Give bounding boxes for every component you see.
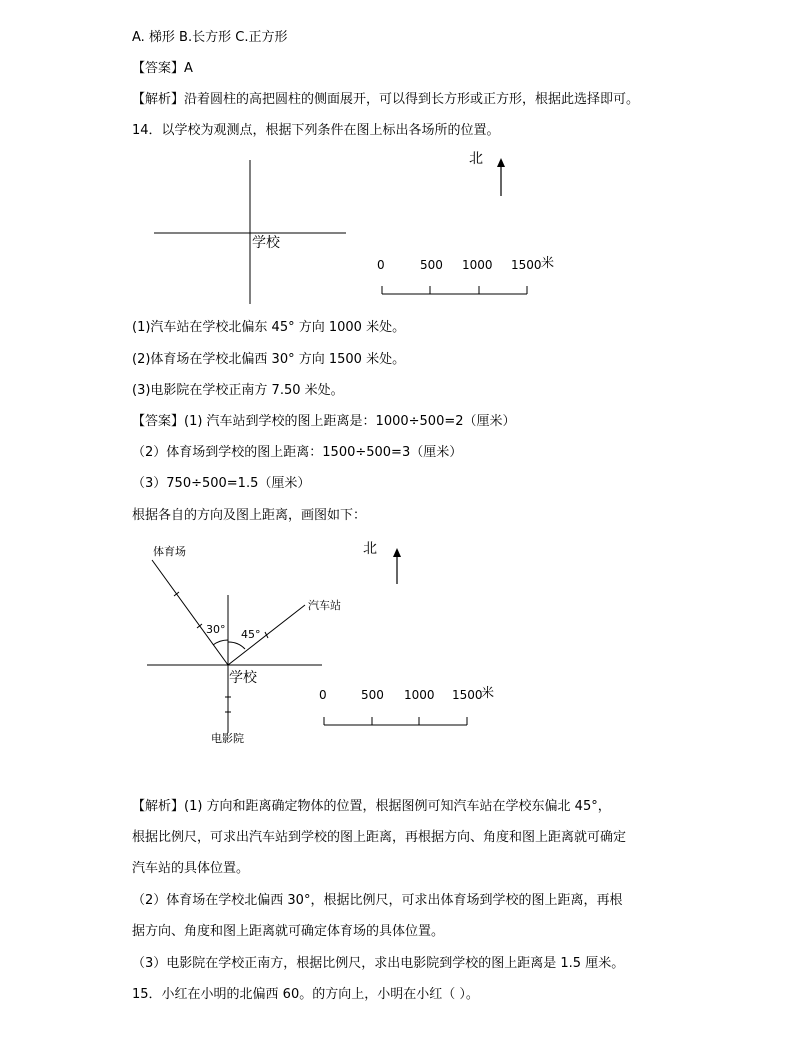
fig1-scale-1500: 1500 — [511, 258, 542, 272]
fig2-scale-0: 0 — [319, 688, 327, 702]
q13-answer: 【答案】A — [132, 61, 193, 76]
fig2-north-arrowhead — [393, 548, 401, 557]
fig2-stadium-ray — [152, 560, 228, 665]
fig1-scale-500: 500 — [420, 258, 443, 272]
q14-answer-2: （2）体育场到学校的图上距离：1500÷500=3（厘米） — [132, 445, 463, 460]
q14-condition-1: (1)汽车站在学校北偏东 45° 方向 1000 米处。 — [132, 320, 406, 335]
fig1-north-arrowhead — [497, 158, 505, 167]
q14-condition-3: (3)电影院在学校正南方 7.50 米处。 — [132, 383, 344, 398]
q14-analysis-line-5: 据方向、角度和图上距离就可确定体育场的具体位置。 — [132, 924, 445, 939]
fig2-scale-1000: 1000 — [404, 688, 435, 702]
q14-analysis-line-2: 根据比例尺，可求出汽车站到学校的图上距离，再根据方向、角度和图上距离就可确定 — [132, 830, 627, 845]
fig2-scale-unit: 米 — [481, 686, 495, 701]
fig2-angle-30-label: 30° — [206, 623, 226, 636]
fig2-angle-45-label: 45° — [241, 628, 261, 641]
fig1-scale-1000: 1000 — [462, 258, 493, 272]
fig2-scale-1500: 1500 — [452, 688, 483, 702]
q14-analysis-line-3: 汽车站的具体位置。 — [132, 861, 250, 876]
fig2-angle-45-arc — [228, 642, 245, 649]
fig2-cinema-label: 电影院 — [211, 732, 244, 745]
q14-question: 14．以学校为观测点，根据下列条件在图上标出各场所的位置。 — [132, 123, 500, 138]
fig2-stadium-label: 体育场 — [153, 545, 186, 558]
fig2-scale-500: 500 — [361, 688, 384, 702]
fig2-north-label: 北 — [363, 541, 377, 557]
q14-analysis-line-1: 【解析】(1) 方向和距离确定物体的位置，根据图例可知汽车站在学校东偏北 45°， — [132, 799, 611, 814]
q15-question: 15．小红在小明的北偏西 60。的方向上，小明在小红（ ）。 — [132, 987, 479, 1002]
q14-analysis-line-4: （2）体育场在学校北偏西 30°，根据比例尺，可求出体育场到学校的图上距离，再根 — [132, 893, 623, 908]
q14-condition-2: (2)体育场在学校北偏西 30° 方向 1500 米处。 — [132, 352, 406, 367]
fig1-scale-unit: 米 — [541, 256, 555, 271]
q14-draw-note: 根据各自的方向及图上距离，画图如下： — [132, 508, 367, 523]
q14-analysis-line-6: （3）电影院在学校正南方，根据比例尺，求出电影院到学校的图上距离是 1.5 厘米。 — [132, 956, 625, 971]
fig1-north-label: 北 — [469, 151, 483, 167]
fig2-bus-station-label: 汽车站 — [308, 599, 341, 612]
fig1-school-label: 学校 — [252, 235, 280, 251]
q14-answer-3: （3）750÷500=1.5（厘米） — [132, 476, 311, 491]
q13-analysis: 【解析】沿着圆柱的高把圆柱的侧面展开，可以得到长方形或正方形，根据此选择即可。 — [132, 92, 640, 107]
q13-options: A. 梯形 B.长方形 C.正方形 — [132, 30, 288, 45]
fig2-angle-30-arc — [213, 640, 228, 645]
fig2-school-label: 学校 — [229, 670, 257, 686]
fig1-scale-0: 0 — [377, 258, 385, 272]
q14-answer-1: 【答案】(1) 汽车站到学校的图上距离是：1000÷500=2（厘米） — [132, 414, 516, 429]
